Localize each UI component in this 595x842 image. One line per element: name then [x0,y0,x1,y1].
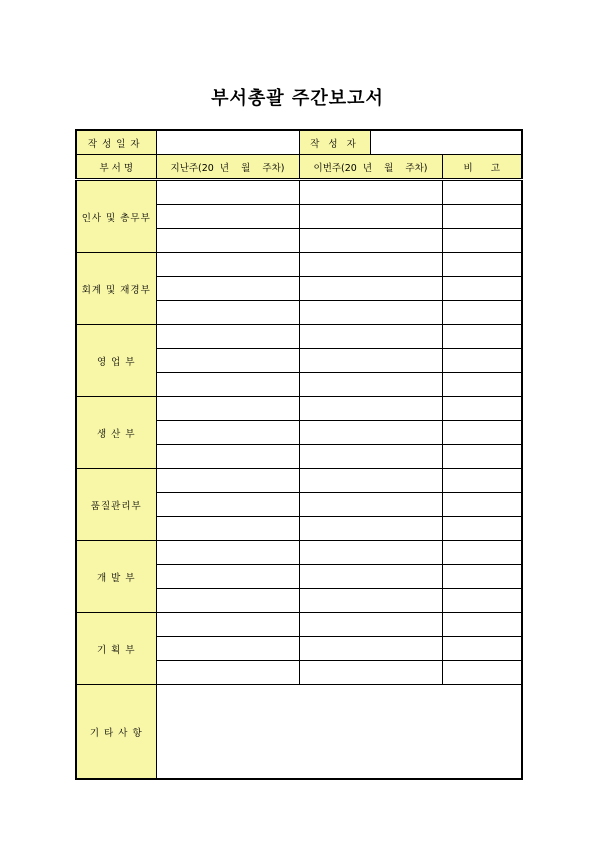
writer-subtable [300,131,522,154]
this-week-cell[interactable] [299,301,442,325]
this-week-cell[interactable] [299,229,442,253]
last-week-cell[interactable] [156,349,299,373]
this-week-cell[interactable] [299,565,442,589]
last-week-cell[interactable] [156,613,299,637]
department-label: 품질관리부 [76,469,156,541]
department-label: 개 발 부 [76,541,156,613]
last-week-cell[interactable] [156,325,299,349]
remarks-cell[interactable] [442,421,522,445]
last-week-cell[interactable] [156,421,299,445]
this-week-cell[interactable] [299,541,442,565]
department-label: 기 획 부 [76,613,156,685]
report-table [75,129,523,780]
last-week-cell[interactable] [156,565,299,589]
department-label: 생 산 부 [76,397,156,469]
this-week-cell[interactable] [299,253,442,277]
last-week-cell[interactable] [156,253,299,277]
date-label: 작성일자 [76,130,156,155]
this-week-cell[interactable] [299,277,442,301]
date-field[interactable] [156,130,299,155]
department-label: 회계 및 재경부 [76,253,156,325]
remarks-cell[interactable] [442,229,522,253]
remarks-cell[interactable] [442,277,522,301]
last-week-cell[interactable] [156,373,299,397]
department-label: 영 업 부 [76,325,156,397]
col-remarks: 비 고 [442,155,522,180]
remarks-cell[interactable] [442,325,522,349]
remarks-cell[interactable] [442,180,522,205]
remarks-cell[interactable] [442,205,522,229]
last-week-cell[interactable] [156,445,299,469]
last-week-cell[interactable] [156,589,299,613]
remarks-cell[interactable] [442,253,522,277]
remarks-cell[interactable] [442,637,522,661]
this-week-cell[interactable] [299,373,442,397]
table-row [76,180,522,205]
column-header-row [76,155,522,180]
last-week-cell[interactable] [156,541,299,565]
remarks-cell[interactable] [442,469,522,493]
this-week-cell[interactable] [299,445,442,469]
this-week-cell[interactable] [299,661,442,685]
this-week-cell[interactable] [299,325,442,349]
remarks-cell[interactable] [442,373,522,397]
col-last-week: 지난주(20 년 월 주차) [156,155,299,180]
writer-group [299,130,522,155]
this-week-cell[interactable] [299,589,442,613]
last-week-cell[interactable] [156,205,299,229]
remarks-cell[interactable] [442,445,522,469]
department-rows [76,180,522,685]
other-label: 기 타 사 항 [76,685,156,780]
other-row [76,685,522,780]
remarks-cell[interactable] [442,493,522,517]
last-week-cell[interactable] [156,229,299,253]
remarks-cell[interactable] [442,397,522,421]
table-row [76,397,522,421]
department-label: 인사 및 총무부 [76,180,156,253]
table-row [76,613,522,637]
writer-label: 작 성 자 [300,131,371,154]
last-week-cell[interactable] [156,180,299,205]
remarks-cell[interactable] [442,565,522,589]
last-week-cell[interactable] [156,469,299,493]
last-week-cell[interactable] [156,301,299,325]
remarks-cell[interactable] [442,613,522,637]
this-week-cell[interactable] [299,613,442,637]
remarks-cell[interactable] [442,589,522,613]
remarks-cell[interactable] [442,349,522,373]
remarks-cell[interactable] [442,541,522,565]
this-week-cell[interactable] [299,205,442,229]
this-week-cell[interactable] [299,469,442,493]
header-row [76,130,522,155]
remarks-cell[interactable] [442,661,522,685]
this-week-cell[interactable] [299,349,442,373]
table-row [76,469,522,493]
remarks-cell[interactable] [442,517,522,541]
last-week-cell[interactable] [156,493,299,517]
this-week-cell[interactable] [299,517,442,541]
table-row [76,325,522,349]
table-row [76,541,522,565]
last-week-cell[interactable] [156,277,299,301]
table-row [76,253,522,277]
this-week-cell[interactable] [299,180,442,205]
this-week-cell[interactable] [299,493,442,517]
last-week-cell[interactable] [156,517,299,541]
col-this-week: 이번주(20 년 월 주차) [299,155,442,180]
last-week-cell[interactable] [156,637,299,661]
this-week-cell[interactable] [299,397,442,421]
last-week-cell[interactable] [156,661,299,685]
remarks-cell[interactable] [442,301,522,325]
this-week-cell[interactable] [299,421,442,445]
last-week-cell[interactable] [156,397,299,421]
page-title: 부서총괄 주간보고서 [211,88,384,109]
col-dept: 부 서 명 [76,155,156,180]
this-week-cell[interactable] [299,637,442,661]
other-field[interactable] [156,685,522,780]
writer-field[interactable] [370,131,521,154]
